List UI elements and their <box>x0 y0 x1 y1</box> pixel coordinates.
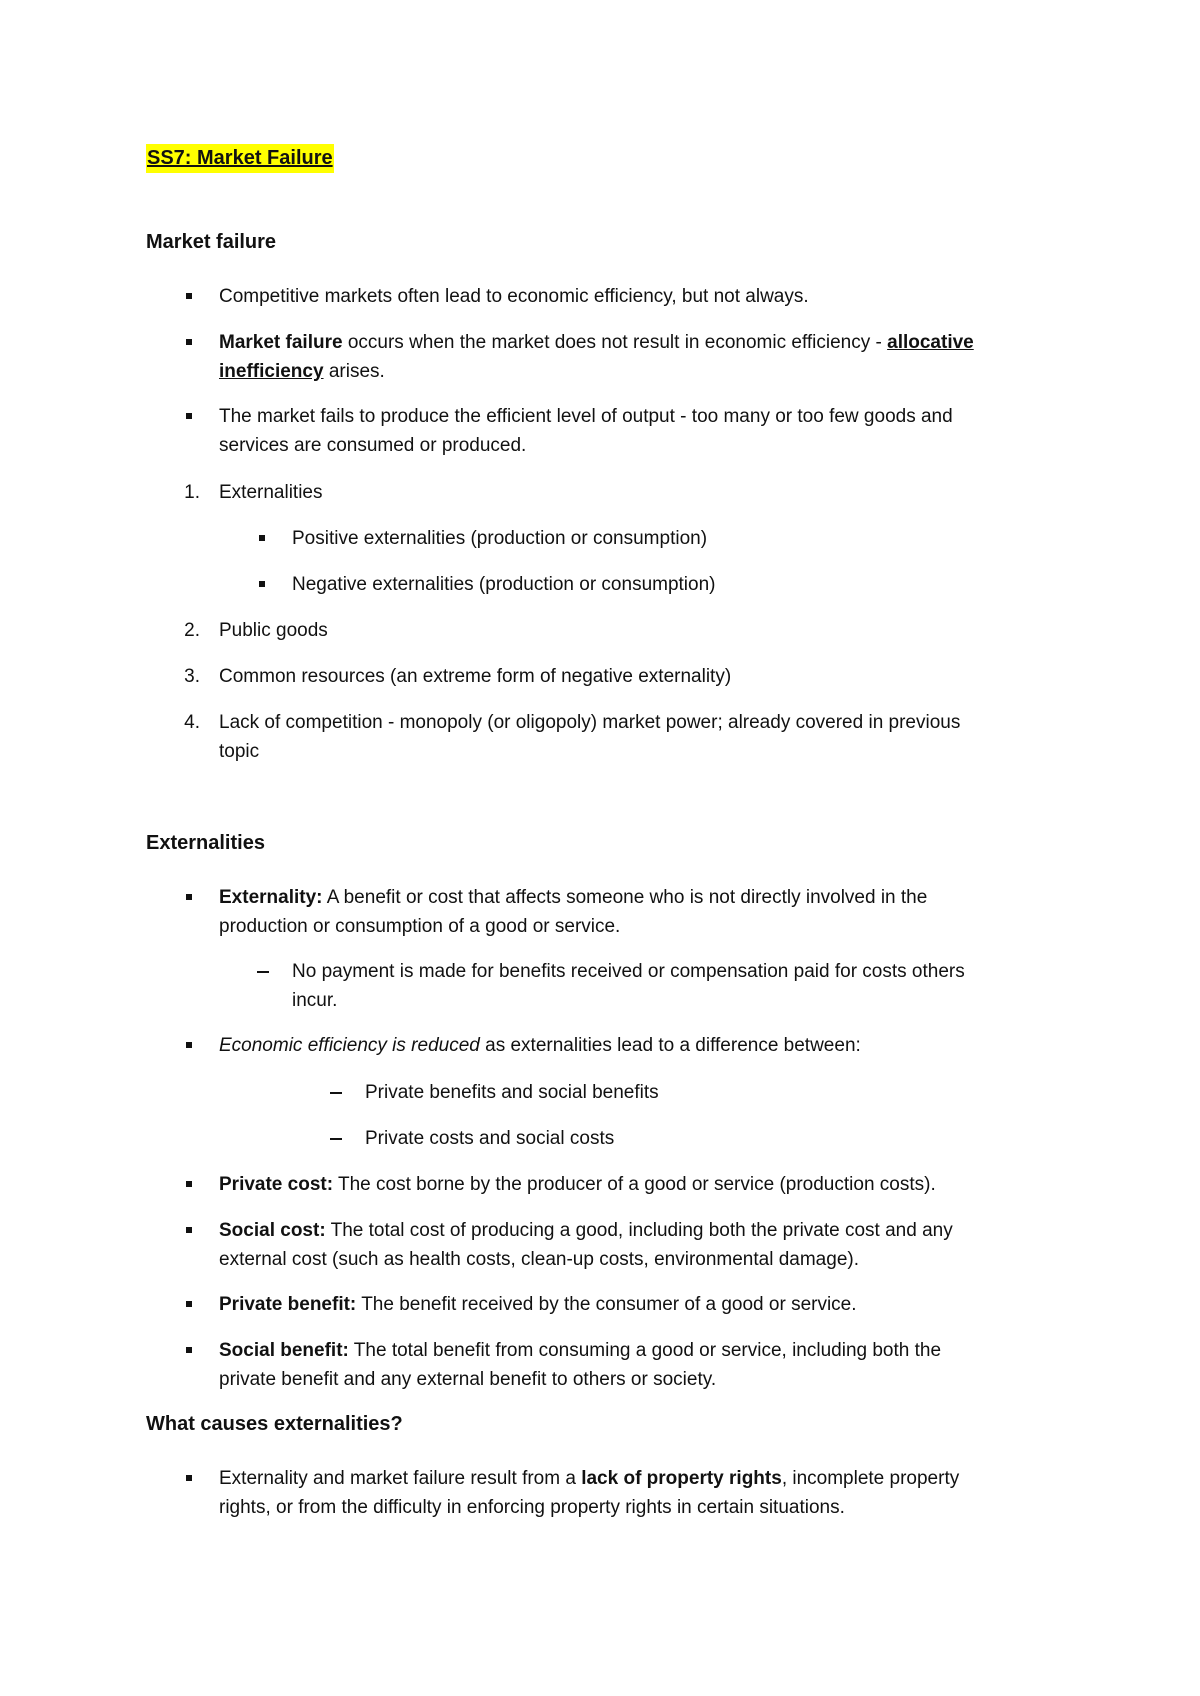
term-social-cost: Social cost: <box>219 1220 326 1241</box>
bullet-text-part: The benefit received by the consumer of a good or service. <box>356 1294 857 1315</box>
list-item: Externalities <box>219 482 323 503</box>
bullet-text-part: arises. <box>323 361 385 382</box>
bullet-marker <box>186 413 192 419</box>
list-item: Public goods <box>219 620 328 641</box>
heading-market-failure: Market failure <box>146 231 277 253</box>
bullet-text-part: A benefit or cost that affects someone who is not directly involved in the <box>322 887 928 908</box>
bullet-marker <box>186 1301 192 1307</box>
sub-bullet-text: Negative externalities (production or consumption) <box>292 574 716 595</box>
bullet-marker <box>186 339 192 345</box>
bullet-text-part: The total cost of producing a good, including both the private cost and any <box>325 1220 953 1241</box>
bullet-text-part: Externality and market failure result from a <box>219 1468 582 1489</box>
term-private-cost: Private cost: <box>219 1174 334 1195</box>
bullet-marker <box>186 1347 192 1353</box>
bullet-text-continued: external cost (such as health costs, clean-up costs, environmental damage). <box>219 1249 859 1270</box>
heading-what-causes-externalities: What causes externalities? <box>146 1413 403 1435</box>
list-item: Common resources (an extreme form of negative externality) <box>219 666 732 687</box>
heading-externalities: Externalities <box>146 832 265 854</box>
bullet-marker <box>259 581 265 587</box>
bullet-text-part: as externalities lead to a difference between: <box>479 1035 861 1056</box>
emphasis-text: Economic efficiency is reduced <box>219 1035 480 1056</box>
dash-item-text: No payment is made for benefits received or compensation paid for costs others <box>292 961 965 982</box>
bullet-text-continued: rights, or from the difficulty in enforcing property rights in certain situations. <box>219 1497 845 1518</box>
bullet-text-continued: services are consumed or produced. <box>219 435 527 456</box>
bullet-text <box>219 1170 936 1199</box>
bullet-marker <box>186 1042 192 1048</box>
term-social-benefit: Social benefit: <box>219 1340 349 1361</box>
term-market-failure: Market failure <box>219 332 343 353</box>
bullet-marker <box>186 1181 192 1187</box>
bullet-marker <box>186 1227 192 1233</box>
sub-bullet-text: Positive externalities (production or consumption) <box>292 528 708 549</box>
bullet-text <box>219 1216 953 1245</box>
dash-marker <box>330 1138 342 1140</box>
bullet-text <box>219 328 974 357</box>
list-item: Lack of competition - monopoly (or oligopoly) market power; already covered in previous <box>219 712 961 733</box>
bullet-text <box>219 1031 861 1060</box>
bullet-text <box>219 1336 941 1365</box>
list-item-continued: topic <box>219 741 260 762</box>
term-externality: Externality: <box>219 887 323 908</box>
dash-marker <box>330 1092 342 1094</box>
term-private-benefit: Private benefit: <box>219 1294 357 1315</box>
dash-item-text-continued: incur. <box>292 990 338 1011</box>
bullet-text <box>219 883 927 912</box>
bullet-text-part: occurs when the market does not result in economic efficiency - <box>342 332 888 353</box>
list-number: 1. <box>184 482 200 503</box>
bullet-text-part: The cost borne by the producer of a good or service (production costs). <box>333 1174 936 1195</box>
bullet-marker <box>259 535 265 541</box>
bullet-text-continued <box>219 357 385 386</box>
bullet-text-part: The total benefit from consuming a good or service, including both the <box>348 1340 942 1361</box>
bullet-marker <box>186 1475 192 1481</box>
document-title: SS7: Market Failure <box>146 144 334 173</box>
bullet-text-continued: private benefit and any external benefit to others or society. <box>219 1369 717 1390</box>
list-number: 3. <box>184 666 200 687</box>
bullet-marker <box>186 293 192 299</box>
bullet-text <box>219 1464 959 1493</box>
bullet-text: Competitive markets often lead to economic efficiency, but not always. <box>219 286 809 307</box>
dash-item-text: Private benefits and social benefits <box>365 1082 659 1103</box>
bullet-text-part: , incomplete property <box>781 1468 960 1489</box>
bullet-text: The market fails to produce the efficient level of output - too many or too few goods and <box>219 406 953 427</box>
dash-item-text: Private costs and social costs <box>365 1128 615 1149</box>
bullet-text <box>219 1290 857 1319</box>
term-allocative: allocative <box>887 332 974 353</box>
list-number: 4. <box>184 712 200 733</box>
dash-marker <box>257 971 269 973</box>
bullet-text-continued: production or consumption of a good or service. <box>219 916 621 937</box>
term-inefficiency: inefficiency <box>219 361 324 382</box>
term-lack-of-property-rights: lack of property rights <box>581 1468 782 1489</box>
list-number: 2. <box>184 620 200 641</box>
bullet-marker <box>186 894 192 900</box>
